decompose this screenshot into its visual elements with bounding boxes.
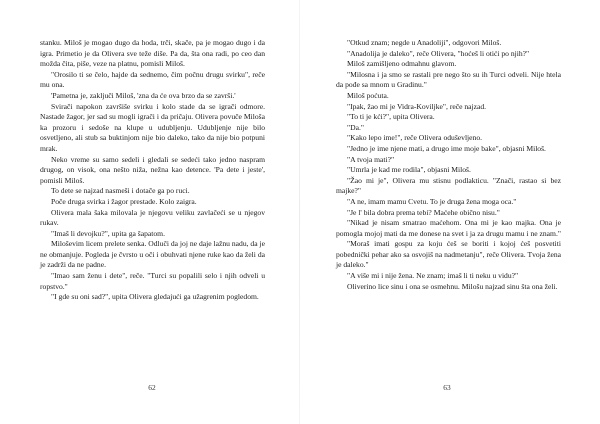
paragraph: Poče druga svirka i žagor prestade. Kolo zaigra. [51, 196, 197, 206]
paragraph: "I gde su oni sad?", upita Olivera gledajući ga užagrenim pogledom. [51, 292, 259, 302]
paragraph: "Umrla je kad me rodila", objasni Miloš. [347, 165, 471, 175]
paragraph: "To ti je kći?", upita Olivera. [347, 112, 435, 122]
paragraph: "Milosna i ja smo se rastali pre nego što su ih Turci odveli. Nije htela da pođe sa mnom u Gradinu." [336, 69, 561, 90]
paragraph: "Moraš imati gospu za koju ćeš se boriti i kojoj ćeš posvetiti pobednički pehar ako sa osvojiš na nadmetanju", reče Olivera. Tvoja žena je daleko." [336, 239, 561, 270]
paragraph: "Je l' bila dobra prema tebi? Maćehe obično nisu." [347, 207, 500, 217]
paragraph: "Da." [347, 122, 364, 132]
paragraph: "Kako lepo ime!", reče Olivera oduševljeno. [347, 133, 483, 143]
page-number: 62 [148, 383, 156, 392]
page-number: 63 [443, 383, 451, 392]
paragraph: "Anadolija je daleko", reče Olivera, "hoćeš li otići po njih?" [347, 48, 530, 58]
paragraph: "Nikad je nisam smatrao maćehom. Ona mi je kao majka. Ona je pomogla mojoj mati da me donese na svet i ja za drugu mamu i ne znam." [336, 218, 561, 238]
paragraph: "Ipak, žao mi je Vidra-Kovilјke", reče najzad. [347, 101, 487, 111]
paragraph: Miloš zamišljeno odmahnu glavom. [347, 59, 457, 69]
right-page-text [336, 38, 561, 292]
paragraph: "Imao sam ženu i dete", reče. "Turci su popalili selo i njih odveli u ropstvo." [40, 271, 265, 291]
paragraph: "Otkud znam; negde u Anadoliji", odgovori Miloš. [347, 38, 502, 47]
paragraph: "A tvoja mati?" [347, 154, 395, 164]
paragraph: "A ne, imam mamu Cvetu. To je druga žena moga oca." [347, 196, 517, 206]
paragraph: Svirači napokon završiše svirku i kolo stade da se igrači odmore. Nastade žagor, jer sad su mogli igrači i da pričaju. Olivera povuče Miloša ka prozoru i sedoše na klupe u udubljenju. Udubljenje nije bilo osvetljeno, ali stub sa buktinjom nije bio daleko, tako da nije bio potpuni mrak. [40, 101, 265, 153]
paragraph: Oliverino lice sinu i ona se osmehnu. Milošu najzad sinu šta ona želi. [347, 281, 558, 291]
left-page-text [40, 38, 265, 303]
paragraph: "Orosilo ti se čelo, hajde da sednemo, čim počnu drugu svirku", reče mu ona. [40, 69, 265, 90]
paragraph: stanku. Miloš je mogao dugo da hoda, trči, skače, pa je mogao dugo i da igra. Primetio je da Olivera sve teže diše. Pa da, šta ona radi, po ceo dan možda čita, piše, veze na platnu, pomisli Miloš. [40, 38, 265, 69]
paragraph: "Imaš li devojku?", upita ga šapatom. [51, 228, 165, 238]
paragraph: "Žao mi je", Olivera mu stisnu podlakticu. "Znači, rastao si bez majke?" [336, 175, 561, 196]
paragraph: Neko vreme su samo sedeli i gledali se sedeći tako jedno naspram drugog, on visok, ona nešto niža, nežna kao detence. 'Pa dete i jeste', pomisli Miloš. [40, 154, 265, 185]
paragraph: Miloš poćuta. [347, 90, 389, 100]
paragraph: 'Pametna je, zaključi Miloš, 'zna da će ova brzo da se završi.' [51, 90, 236, 100]
paragraph: "Jedno je ime njene mati, a drugo ime moje bake", objasni Miloš. [347, 143, 546, 153]
paragraph: Olivera mala šaka milovala je njegovu veliku zavlačeći se u njegov rukav. [40, 207, 265, 228]
paragraph: To dete se najzad nasmeši i dotače ga po ruci. [51, 186, 190, 196]
right-page [300, 0, 600, 424]
paragraph: "A više mi i nije žena. Ne znam; imaš li ti neku u vidu?" [347, 271, 519, 281]
paragraph: Miloševim licem prelete senka. Odluči da joj ne daje lažnu nadu, da je ne obmanjuje. Pogleda je čvrsto u oči i obuhvati njene ruke kao da želi da je zadrži da ne padne. [40, 239, 265, 270]
